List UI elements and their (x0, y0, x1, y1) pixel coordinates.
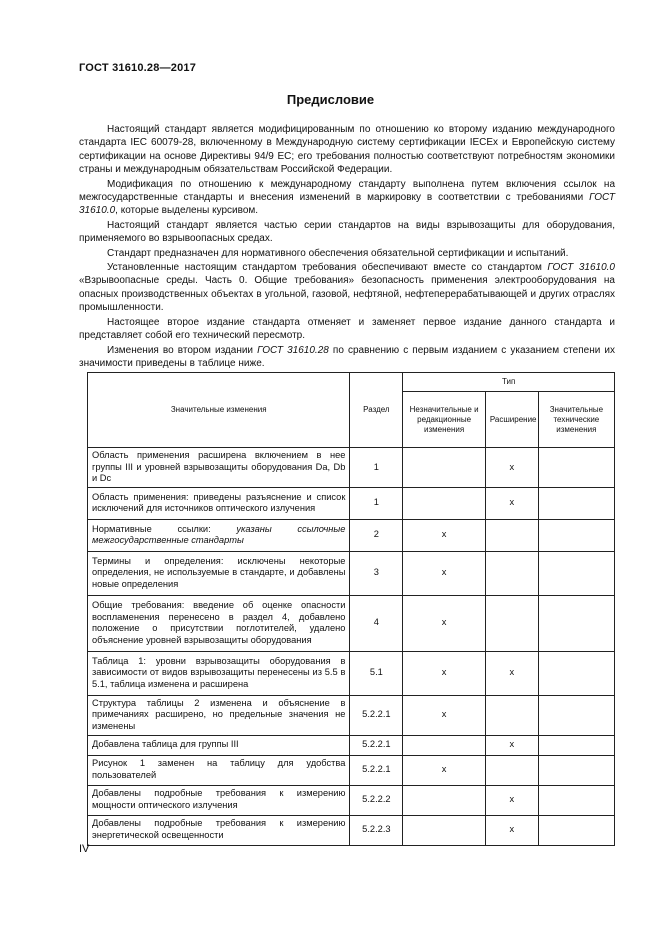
minor-change-mark (403, 735, 486, 755)
change-description (88, 487, 350, 519)
change-description-text: Добавлены подробные требования к измерению энергетической освещенности (92, 818, 346, 841)
change-description (88, 735, 350, 755)
preface-paragraph (79, 178, 615, 218)
minor-change-mark: x (403, 695, 486, 735)
minor-change-mark (403, 785, 486, 815)
change-description (88, 785, 350, 815)
significant-change-mark (538, 695, 614, 735)
minor-change-mark: x (403, 519, 486, 551)
table-row (88, 785, 615, 815)
significant-change-mark (538, 755, 614, 785)
significant-change-mark (538, 448, 614, 488)
change-description-text: Добавлены подробные требования к измерению мощности оптического излучения (92, 788, 346, 811)
preface-paragraph (79, 123, 615, 177)
change-description (88, 755, 350, 785)
preface-paragraph-text: Настоящий стандарт является частью серии стандартов на виды взрывозащиты для оборудования, применяемого во взрывоопасных средах. (79, 219, 615, 245)
minor-change-mark: x (403, 651, 486, 695)
section-cell: 3 (350, 551, 403, 595)
preface-paragraph (79, 247, 615, 260)
change-description (88, 815, 350, 845)
change-description-text: Область применения расширена включением в нее группы III и уровней взрывозащиты оборудования Da, Db и Dc (92, 450, 346, 484)
change-description-text: Область применения: приведены разъяснение и список исключений для источников оптического излучения (92, 491, 346, 514)
significant-change-mark (538, 551, 614, 595)
change-description-text: Рисунок 1 заменен на таблицу для удобства пользователей (92, 758, 346, 781)
minor-change-mark (403, 815, 486, 845)
preface-paragraph (79, 344, 615, 371)
significant-change-mark (538, 519, 614, 551)
minor-change-mark: x (403, 755, 486, 785)
change-description-italic: указаны ссылочные межгосударственные стандарты (92, 523, 346, 546)
significant-change-mark (538, 487, 614, 519)
significant-change-mark (538, 595, 614, 651)
section-cell: 5.2.2.1 (350, 735, 403, 755)
extension-mark: x (485, 815, 538, 845)
standard-code-header: ГОСТ 31610.28—2017 (79, 62, 197, 74)
preface-paragraph (79, 261, 615, 315)
table-row (88, 448, 615, 488)
change-description-text: Структура таблицы 2 изменена и объяснение в примечаниях расширено, но предельные значения не изменены (92, 697, 346, 731)
change-description (88, 595, 350, 651)
preface-paragraph-text: , которые выделены курсивом. (115, 205, 259, 217)
change-description (88, 551, 350, 595)
table-row (88, 595, 615, 651)
section-cell: 5.1 (350, 651, 403, 695)
page-title: Предисловие (286, 92, 375, 107)
change-description-text: Добавлена таблица для группы III (92, 739, 239, 750)
minor-change-mark: x (403, 595, 486, 651)
section-cell: 5.2.2.1 (350, 755, 403, 785)
extension-mark: x (485, 735, 538, 755)
header-extension: Расширение (485, 392, 538, 448)
change-description-text: Общие требования: введение об оценке опасности воспламенения перенесено в раздел 4, добавлено положение о присутствии поглотителей, удалено объяснение уровней взрывозащиты оборудования (92, 600, 346, 645)
change-description (88, 448, 350, 488)
changes-table-body (88, 448, 615, 846)
table-row (88, 519, 615, 551)
significant-change-mark (538, 815, 614, 845)
section-cell: 1 (350, 448, 403, 488)
extension-mark: x (485, 785, 538, 815)
preface-paragraph-text: Стандарт предназначен для нормативного обеспечения обязательной сертификации и испытаний. (107, 247, 569, 259)
table-row (88, 651, 615, 695)
header-section: Раздел (350, 373, 403, 448)
change-description (88, 651, 350, 695)
extension-mark (485, 595, 538, 651)
table-row (88, 815, 615, 845)
table-row (88, 551, 615, 595)
change-description-text: Нормативные ссылки: (92, 523, 237, 534)
standard-reference: ГОСТ 31610.0 (79, 192, 615, 217)
section-cell: 4 (350, 595, 403, 651)
preface-text (79, 123, 615, 370)
header-significant: Значительные технические изменения (538, 392, 614, 448)
change-description-text: Термины и определения: исключены некоторые определения, не используемые в стандарте, и добавлены новые определения (92, 555, 346, 590)
minor-change-mark: x (403, 551, 486, 595)
preface-paragraph-text: Настоящий стандарт является модифицированным по отношению ко второму изданию международного стандарта IEC 60079-28, включенному в Международную систему сертификации IECEx и Европейскую систему сертификации на основе Директивы 94/9 ЕС; его требования полностью соответствуют потребностям экономики страны и международным обязательствам Российской Федерации. (79, 124, 615, 176)
preface-paragraph-text: по сравнению с первым изданием с указанием степени их значимости приведены в таблице ниже. (79, 344, 615, 369)
change-description (88, 695, 350, 735)
standard-reference: ГОСТ 31610.0 (547, 262, 615, 274)
table-row (88, 487, 615, 519)
changes-table (87, 372, 615, 846)
section-cell: 1 (350, 487, 403, 519)
extension-mark (485, 695, 538, 735)
minor-change-mark (403, 487, 486, 519)
header-changes: Значительные изменения (88, 373, 350, 448)
table-row (88, 735, 615, 755)
significant-change-mark (538, 651, 614, 695)
preface-paragraph-text: Изменения во втором издании (107, 344, 258, 356)
extension-mark (485, 551, 538, 595)
section-cell: 5.2.2.1 (350, 695, 403, 735)
page-number: IV (79, 843, 90, 855)
header-type: Тип (403, 373, 615, 392)
extension-mark (485, 519, 538, 551)
extension-mark: x (485, 448, 538, 488)
significant-change-mark (538, 735, 614, 755)
change-description (88, 519, 350, 551)
standard-reference: ГОСТ 31610.28 (257, 344, 329, 356)
preface-paragraph-text: Установленные настоящим стандартом требования обеспечивают вместе со стандартом (107, 262, 548, 274)
preface-paragraph-text: Настоящее второе издание стандарта отменяет и заменяет первое издание данного стандарта и представляет собой его технический пересмотр. (79, 316, 615, 342)
header-minor: Незначительные и редакционные изменения (403, 392, 486, 448)
extension-mark: x (485, 651, 538, 695)
section-cell: 5.2.2.2 (350, 785, 403, 815)
minor-change-mark (403, 448, 486, 488)
preface-paragraph (79, 219, 615, 246)
table-row (88, 755, 615, 785)
extension-mark (485, 755, 538, 785)
preface-paragraph-text: «Взрывоопасные среды. Часть 0. Общие требования» безопасность применения электрооборудования на опасных производственных объектах в угольной, газовой, нефтяной, нефтеперерабатывающей и других отраслях промышленности. (79, 275, 615, 314)
significant-change-mark (538, 785, 614, 815)
section-cell: 5.2.2.3 (350, 815, 403, 845)
preface-paragraph (79, 316, 615, 343)
change-description-text: Таблица 1: уровни взрывозащиты оборудования в зависимости от видов взрывозащиты перенесены из 5.5 в 5.1, таблица изменена и расширена (92, 655, 346, 690)
extension-mark: x (485, 487, 538, 519)
table-row (88, 695, 615, 735)
preface-paragraph-text: Модификация по отношению к международному стандарту выполнена путем включения ссылок на межгосударственные стандарты и внесения изменений в маркировку в соответствии с требованиями (79, 178, 615, 204)
section-cell: 2 (350, 519, 403, 551)
